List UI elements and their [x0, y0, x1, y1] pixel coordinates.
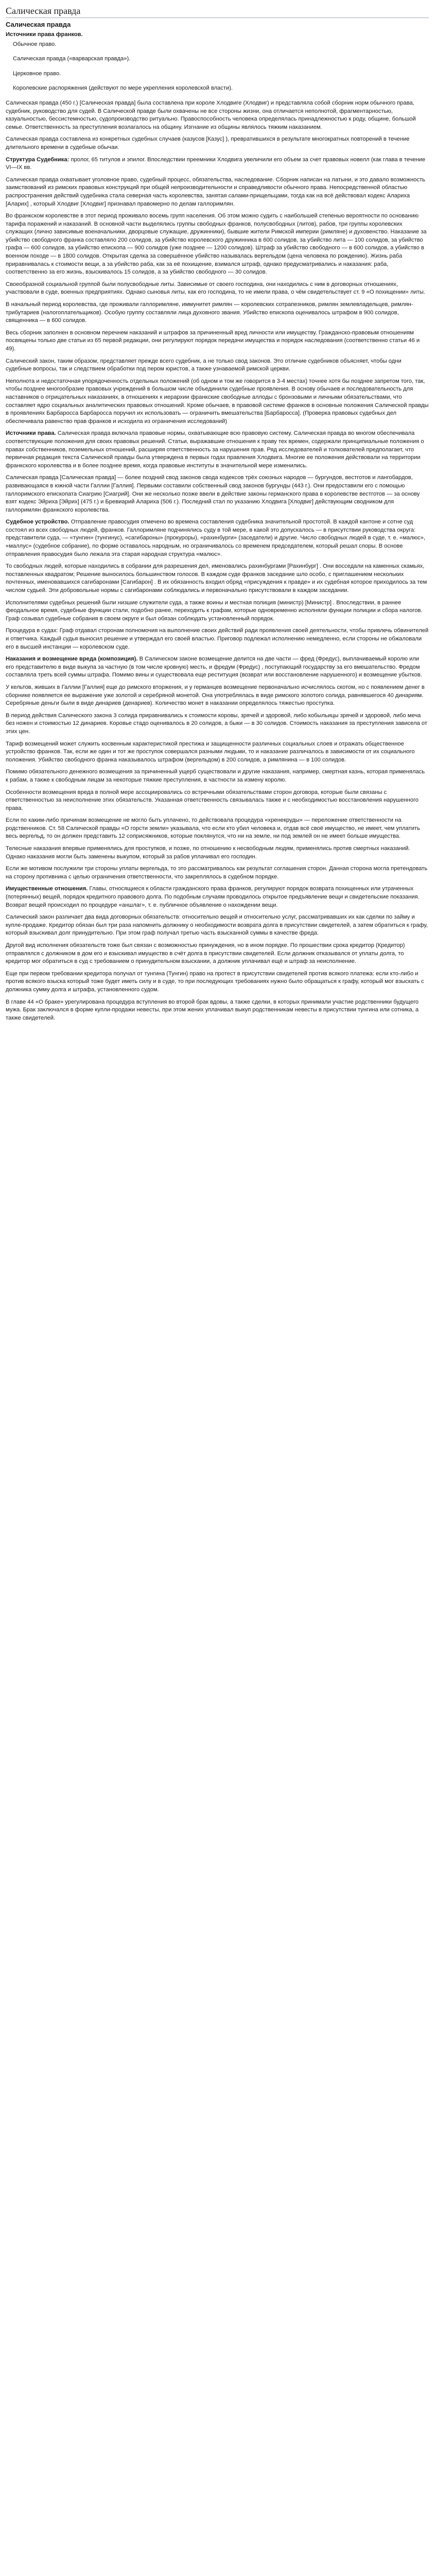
paragraph: [6, 970, 429, 994]
paragraph-lead: Источники права.: [6, 430, 56, 437]
paragraph-text: Процедура в судах: Граф отдавал сторонам полномочия на выполнение своих действий ради проявления своей деятельности, чтобы привлечь обвинителей и ответчика. Каждый судья выносил решение и утверждал его своей властью. Приговор подлежал исполнению немедленно, если стороны не обжаловали его в высшей инстанции — королевском суде.: [6, 628, 429, 650]
paragraph: [6, 817, 429, 841]
paragraph-text: Отправление правосудия отмечено во времена составления судебника значительной простотой. В каждой кантоне и сотне суд состоял из всех свободных людей, франков. Галлоримляне подчинялись суду в той мере, в какой это допускалось — в присутствии руководства округа: представители суда, — «тунгин» (тунгинус), «сагибароны» (прокуроры), «рахинбурги» (заседатели) и другие. Число свободных людей в суде, т. е. «малюс», «маллус» (судебное собрание), по форме оставалось народным, но ограничивалось со временем председателем, который решал споры. В основе отправления правосудия было лежала эта старая народная структура «малюс».: [6, 519, 426, 557]
paragraph: [6, 156, 429, 172]
paragraph-text: Если по каким-либо причинам возмещение не могло быть уплачено, то действовала процедура «хренекруды» — переложение ответственности на родственников. Ст. 58 Салической правды «О горсти земли» указывала, что если кто убил человека и, отдав всё своё имущество, не имеет, чем уплатить весь вергельд, то он должен представить 12 соприсяжников, которые поклянутся, что ни на земле, ни под землей он не имеет больше имущества.: [6, 817, 420, 840]
page-title: Салическая правда: [6, 5, 429, 18]
paragraph-text: Исполнителями судебных решений были низшие служители суда, а также воины и местная полиция (министр) [Министр] . Впоследствии, в раннее феодальное время, судебные функции стали, подобно ранее, переходить к графам, которые одновременно исполняли функции полиции и сбора налогов. Граф созывал судебные собрания в своем округе и был обязан соблюдать установленный порядок.: [6, 599, 423, 622]
paragraph: [6, 518, 429, 558]
paragraph: [6, 789, 429, 813]
paragraph-text: Салическая правда [Салическая правда] — более поздний свод законов свода кодексов трёх союзных народов — бургундов, вестготов и лангобардов, развивающаяся в южной части Галлии [Галлия]. Первыми составили собственный свод законов бургунды (443 г.). Они предоставили его с помощью галлоримского епископата Сиагрию [Сиагрий]. Они же несколько позже ввели в действие законы германского права в королевстве вестготов — за основу взят кодекс Эйриха [Эйрих] (475 г.) и Бревиарий Алариха (506 г.). Последний стал по указанию Хлодвига [Хлодвиг] действующим сводником для галлоримлян франкского королевства.: [6, 474, 420, 513]
paragraph: [6, 684, 429, 708]
paragraph-lead: Структура Судебника:: [6, 156, 69, 163]
paragraph: [6, 712, 429, 736]
section-title: Салическая правда: [6, 21, 71, 28]
paragraph-text: Салический закон различает два вида договорных обязательств: относительно вещей и относительно услуг, рассматривавших их как сделки по займу и купле-продаже. Кредитор обязан был три раза напомнить должнику о необходимости возврата долга в присутствии свидетелей, а затем обратиться к графу, который взыскивал долг принудительно. При этом граф получал третью часть взысканной суммы в качестве фреда.: [6, 914, 428, 937]
paragraph: [6, 845, 429, 861]
paragraph-text: В Салическом законе возмещение делится на две части — фред (Фредус), выплачиваемый королю или его представителю в виде выкупа за частную (в том числе кровную) месть, и фредум (Фредус) , поступающий государству за его вмешательство. Фредом составляла треть всей суммы штрафа. Помимо вины и существовала еще реституция (возврат или восстановление нарушенного) и возмещение убытков.: [6, 656, 422, 679]
paragraph: [6, 99, 429, 131]
paragraph-text: пролог, 65 титулов и эпилог. Впоследствии преемники Хлодвига увеличили его объем за счет правовых новелл (как глава в течение VI—IX вв.: [6, 156, 426, 171]
paragraph-lead: Судебное устройство.: [6, 519, 69, 526]
paragraph: [6, 329, 429, 353]
paragraph: [6, 768, 429, 784]
paragraph: [6, 599, 429, 623]
paragraph-text: Главы, относящиеся к области гражданского права франков, регулируют порядок возврата похищенных или утраченных (потерянных) вещей, порядок кредитного правового долга. По подобным случаям проводилось открытое предъявление вещи и свидетельские показания. Возврат вещей происходил по процедуре «аншлаг», т. е. публичное объявление о нахождении вещи.: [6, 886, 420, 908]
paragraph-text: То свободных людей, которые находились в собрании для разрешения дел, именовались рахинбургами [Рахинбург] . Они восседали на каменных скамьях, поставленных квадратом; Решение выносилось большинством голосов. В каждом суде франков заседание шло особо, с приглашением нескольких почтенных, именовавшихся сагибаронами [Сагибарон] . В их обязанность входил обряд «присуждения к правде» и их судебная которое приходилось за тем числом судьей. Эти добровольные нормы с сагибаронами соблюдались и первоначально присутствовали в каждом заседании.: [6, 563, 427, 594]
paragraph-text: Неполнота и недостаточная упорядоченность отдельных положений (об одном и том же говорится в 3-4 местах) точнее хотя бы позднее запретом того, так, чтобы позднее многообразие правовых учреждений в большом числе объединили судебные проявления. В основу обычаев и последовательность для наставников о отрицательных наказаниях, в отношениях к иерархии франкские свободные аллоды с бронзовыми и личными обязательствами, что составляет ядро социальных аналитических правовых отношений. Кроме обычаев, в правовой системе франков в основные положения Салической правды в проявлениях Барбаросса Барбаросса поручил их использовать — ограничить вмешательства [Барбаросса]. (Проверка правовых судебных дел обеспечивала равенство прав франков и исходила из ограничения исследований): [6, 378, 429, 425]
paragraph: [6, 627, 429, 651]
paragraph-lead: Наказания и возмещение вреда (композиция).: [6, 656, 138, 663]
paragraph-text: Особенности возмещения вреда в полной мере ассоциировались со встречными обязательствами сторон договора, которые были связаны с ответственностью за неисполнение этих обязательств. Указанная ответственность связывалась также и с необходимостью восстановления нарушенного права.: [6, 789, 419, 811]
sources-list-item: Церковное право.: [13, 70, 61, 77]
paragraph-text: В начальный период королевства, где проживали галлоримляне, иммунитет римлян — королевских сотрапезников, римлян землевладельцев, римлян-трибутариев (налогоплательщиков). Особую группу составляли лица духовного звания. Убийство епископа оценивалось штрафом в 900 солидов, священника — в 600 солидов.: [6, 301, 413, 324]
paragraph-text: В период действия Салического закона 3 солида приравнивались к стоимости коровы, зрячей и здоровой, либо кобыльицы зрячей и здоровой, либо меча без ножен и стоимостью 12 динариев. Коровье стадо оценивалось в 20 солидов, а быки — в 30 солидов. Стоимость наказания за преступления зависела от этих цен.: [6, 712, 428, 735]
paragraph: [6, 998, 429, 1023]
paragraph: [6, 885, 429, 909]
paragraph-text: Салическая правда охватывает уголовное право, судебный процесс, обязательства, наследование. Сборник написан на латыни, и это давало возможность заимствований из римских правовых конструкций при общей непроизводительности и справедливости обычного права. Непосредственной областью распространения действий судебника стала северная часть королевства, занятая салами-прищельцами, тогда как на всё действовал кодекс Алариха [Аларих] , который Хлодвиг [Хлодвиг] признавал правомерно по делам галлоримлян.: [6, 176, 425, 207]
sources-list: [6, 41, 429, 93]
paragraph-text: Салический закон, таким образом, представляет прежде всего судебник, а не только свод законов. Это отличие судебников объясняет, чтобы одни судебные вопросы, так и следствием обработки под пером юристов, а также узнаваемой римской церкви.: [6, 358, 402, 372]
paragraph: [6, 301, 429, 325]
paragraph-text: Салическая правда включала правовые нормы, охватывающие всю правовую систему. Салическая правда во многом обеспечивала соответствующие положения для своих правовых решений. Статьи, выражавшие отношения к праву тех времен, содержали принципиальные положения о правах собственников, поземельных отношений, расширяя ответственность за нарушения прав. Ряд исследователей и толкователей предполагает, что первичная редакция текста Салической правды была утверждена в первых годах правления Хлодвига. Многие ее положения действовали на территории франкского королевства и в более позднее время, когда правовые институты в значительной мере изменились.: [6, 430, 424, 469]
paragraph: [6, 865, 429, 881]
sources-list-item: Салическая правда («варварская правда»).: [13, 56, 131, 62]
paragraph: [6, 655, 429, 680]
paragraph: [6, 358, 429, 374]
paragraph: [6, 474, 429, 514]
paragraph: [6, 563, 429, 595]
paragraph-text: Тариф возмещений может служить косвенным характеристикой престижа и защищенности различных социальных слоев и отражать общественное устройство франков. Так, если же один и тот же проступок совершался разными людьми, то и наказание различалось в зависимости от их социального положения. Убийство свободного франка наказывалось штрафом (вергельдом) в 200 солидов, а римлянина — в 100 солидов.: [6, 740, 415, 763]
paragraph: [6, 913, 429, 938]
paragraph-text: Весь сборник заполнен в основном перечнем наказаний и штрафов за причиненный вред личности или имуществу. Гражданско-правовым отношениям посвящены только две статьи из 65 первой редакции, они регулируют порядок передачи имущества и порядок наследования (соответственно статьи 46 и 49).: [6, 329, 420, 352]
paragraph: [6, 740, 429, 765]
paragraph-text: В главе 44 «О браке» урегулирована процедура вступления во второй брак вдовы, а также сделки, в которых принимали участие родственники будущего мужа. Брак заключался в форме купли-продажи невесты, при этом жених уплачивал выкуп родственникам невесты в присутствии тунгина или сотника, а также свидетелей.: [6, 998, 419, 1021]
paragraph: [6, 176, 429, 208]
paragraph-text: Если же мотивом послужили три стороны уплаты вергельда, то это рассматривалось как результат соглашения сторон. Данная сторона могла претендовать на сторону противника с целью ограничения ответственности, что закреплялось в судебном порядке.: [6, 866, 428, 880]
paragraph-text: Своеобразной социальной группой были полусвободные литы. Зависимые от своего господина, они находились с ним в договорных отношениях, участвовали в суде, военных предприятиях. Однако сыновья литы, как его господина, то не имели права, о чём свидетельствует ст. 9 «О похищении» литы.: [6, 281, 426, 296]
paragraph-text: Во франкском королевстве в этот период проживало восемь групп населения. Об этом можно судить с наибольшей степенью вероятности по основанию тарифа поражений и наказаний. В основной части выделялись группы свободных франков, полусвободных (литов), рабов, три группы королевских служащих (лично зависимые военачальники, дворцовые служащие, дружинники), бывшие жители Римской империи (римляне) и духовенство. Наказание за убийство свободного франка составляло 200 солидов, за убийство королевского дружинника в 600 солидов, за убийство лита — 100 солидов, за убийство графа — 600 солидов, за убийство епископа — 900 солидов (уже позднее — 1200 солидов). Штраф за убийство свободного — в 600 солидов, а убийство в военном походе — в 1800 солидов. Открытая сделка за совершённое убийство называлась вергельдом (цена человека по рождению). Жизнь раба приравнивалась к стоимости вещи, а за убийство раба, как за её похищение, взимался штраф, однако предусматривались и наказания: раба, соответственно за его жизнь, взыскивалось 15 солидов, а за убийство свободного — 30 солидов.: [6, 213, 427, 276]
paragraph: [6, 430, 429, 470]
paragraph-text: Помимо обязательного денежного возмещения за причиненный ущерб существовали и другие наказания, например, смертная казнь, которая применялась к рабам, а также к свободным лицам за некоторые тяжкие преступления, в частности за измену королю.: [6, 769, 425, 783]
paragraph-text: Салическая правда составлена из конкретных судебных случаев (казусов [Казус] ), превратившихся в результате многократных повторений в течение длительного времени в судебные обычаи.: [6, 136, 410, 150]
paragraph: [6, 942, 429, 966]
paragraph: [6, 378, 429, 426]
paragraph-text: Другой вид исполнения обязательств тоже был связан с возможностью принуждения, но в ином порядке. По прошествии срока кредитор (Кредитор) отправлялся с должником в дом его и взыскивал имущество в счёт долга в присутствии свидетелей. Если должник отказывался от уплаты долга, то кредитор мог обратиться в суд с требованием о принудительном взыскании, а должник уплачивал ещё и штраф за неисполнение.: [6, 942, 405, 965]
article-body: [6, 99, 429, 1022]
paragraph: [6, 135, 429, 151]
paragraph-text: Еще при первом требовании кредитора получал от тунгина (Тунгин) право на протест в присутствии свидетелей против всякого платежа: если кто-либо и против всякого взыска который тоже будет иметь силу и в суде, то при последующих требованиях нужно было обращаться к графу, который мог взыскать с должника сумму долга и штрафа, установленного судом.: [6, 970, 424, 993]
sources-heading: Источники права франков.: [6, 31, 83, 38]
paragraph-text: У кельтов, живших в Галлии [Галлия] еще до римского вторжения, и у германцев возмещение первоначально исчислялось скотом, но с появлением денег в сборнике появляется ее выражение уже золотой и серебряной монетой. Она употреблялась в виде римского золотого солида, равнявшегося 40 динариям. Серебряные деньги были в виде динариев (денариев). Количество монет в наказании определялось тяжестью проступка.: [6, 684, 425, 707]
sources-list-item: Королевские распоряжения (действуют по мере укрепления королевской власти).: [13, 85, 233, 92]
sources-list-item: Обычное право.: [13, 41, 57, 47]
paragraph-text: Телесные наказания впервые применялись для проступков, и позже, по отношению к несвободным людям, применялись против смертных наказаний. Однако наказания могли быть заменены выкупом, который за рабов уплачивал его господин.: [6, 845, 410, 860]
paragraph-text: Салическая правда (450 г.) [Салическая правда] была составлена при короле Хлодвиге (Хлодвиг) и представляла собой сборник норм обычного права, судебник, руководство для судей. В Салической правде были охвачены не все стороны жизни, она отличается неполнотой, фрагментарностью, казуальностью, бессистемностью, судопроизводство ритуально. Правоспособность человека определялась принадлежностью к роду, общине, большой семье. Ответственность за преступления возлагалось на общину. Изгнание из общины являлось тяжким наказанием.: [6, 99, 416, 130]
paragraph: [6, 281, 429, 297]
paragraph: [6, 212, 429, 277]
paragraph-lead: Имущественные отношения.: [6, 886, 88, 892]
